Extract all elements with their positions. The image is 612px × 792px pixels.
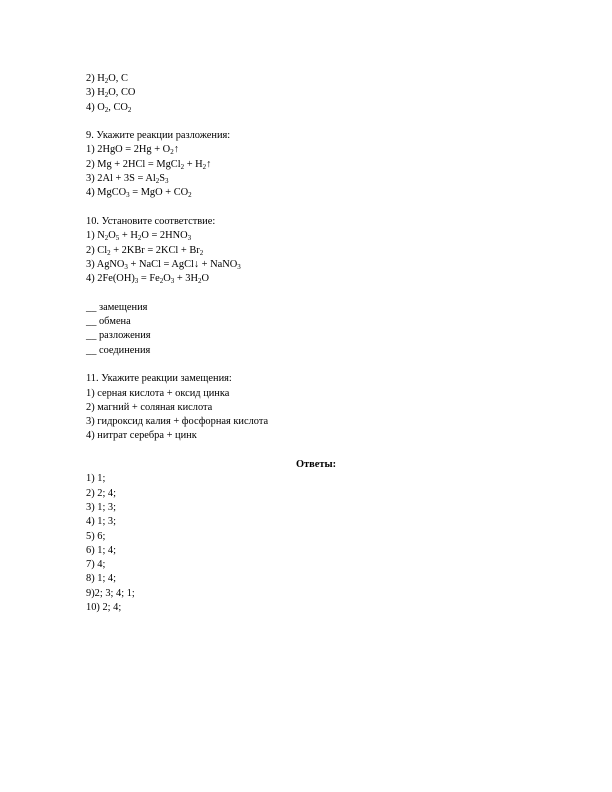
- q8-option: 4) $O_2$, $CO_2$: [86, 101, 132, 114]
- answer-item: 1) 1;: [86, 473, 106, 485]
- q11-option: 4) нитрат серебра + цинк: [86, 430, 197, 442]
- q10-question: 10. Установите соответствие:: [86, 215, 216, 227]
- q8-option: 2) $H_2O$, C: [86, 73, 128, 85]
- q11-option: 1) серная кислота + оксид цинка: [86, 387, 230, 399]
- q10-option: 2) $Cl_2 + 2KBr = 2KCl + Br_2$: [86, 244, 204, 257]
- q11-option: 2) магний + соляная кислота: [86, 401, 213, 413]
- answers-title: Ответы:: [295, 459, 337, 471]
- q10-blanks: [86, 301, 546, 358]
- q9-option: 4) MgCO$_3$ = MgO + $CO_2$: [86, 187, 192, 200]
- document-page: [86, 72, 546, 615]
- q9-options: [86, 143, 546, 200]
- q11-option: 3) гидроксид калия + фосфорная кислота: [86, 416, 269, 428]
- q10-options: [86, 229, 546, 286]
- answer-item: 5) 6;: [86, 530, 106, 542]
- q10-option: 4) $2Fe(OH)_3 = Fe_2O_3 + 3H_2O$: [86, 273, 210, 286]
- q9-option: 3) $2Al + 3S = Al_2S_3$: [86, 173, 169, 186]
- answer-item: 9)2; 3; 4; 1;: [86, 587, 135, 599]
- q11-question: 11. Укажите реакции замещения:: [86, 373, 232, 385]
- q10-blank-item: __ соединения: [86, 344, 151, 356]
- answer-item: 8) 1; 4;: [86, 573, 117, 585]
- q10-blank-item: __ разложения: [86, 330, 151, 342]
- answer-item: 6) 1; 4;: [86, 544, 117, 556]
- answer-item: 2) 2; 4;: [86, 487, 117, 499]
- q9-option: 1) $2HgO = 2Hg + O_2↑$: [86, 144, 179, 157]
- q10-option: 3) AgNO$_3$ + NaCl = AgCl↓ + NaNO$_3$: [86, 258, 241, 271]
- q11-options: [86, 387, 546, 444]
- q9-option: 2) Mg + 2HCl = MgCl$_2$ + $H_2↑$: [86, 158, 212, 171]
- q10-blank-item: __ обмена: [86, 316, 131, 328]
- q10-option: 1) $N_2O_5 + H_2O = 2HNO_3$: [86, 230, 192, 243]
- answers-list: [86, 472, 546, 615]
- answer-item: 7) 4;: [86, 559, 106, 571]
- answer-item: 10) 2; 4;: [86, 601, 122, 613]
- q8-option: 3) $H_2O$, CO: [86, 87, 136, 100]
- answer-item: 4) 1; 3;: [86, 516, 117, 528]
- answer-item: 3) 1; 3;: [86, 501, 117, 513]
- q10-blank-item: __ замещения: [86, 301, 148, 313]
- q8-options: [86, 72, 546, 115]
- q9-question: 9. Укажите реакции разложения:: [86, 130, 231, 142]
